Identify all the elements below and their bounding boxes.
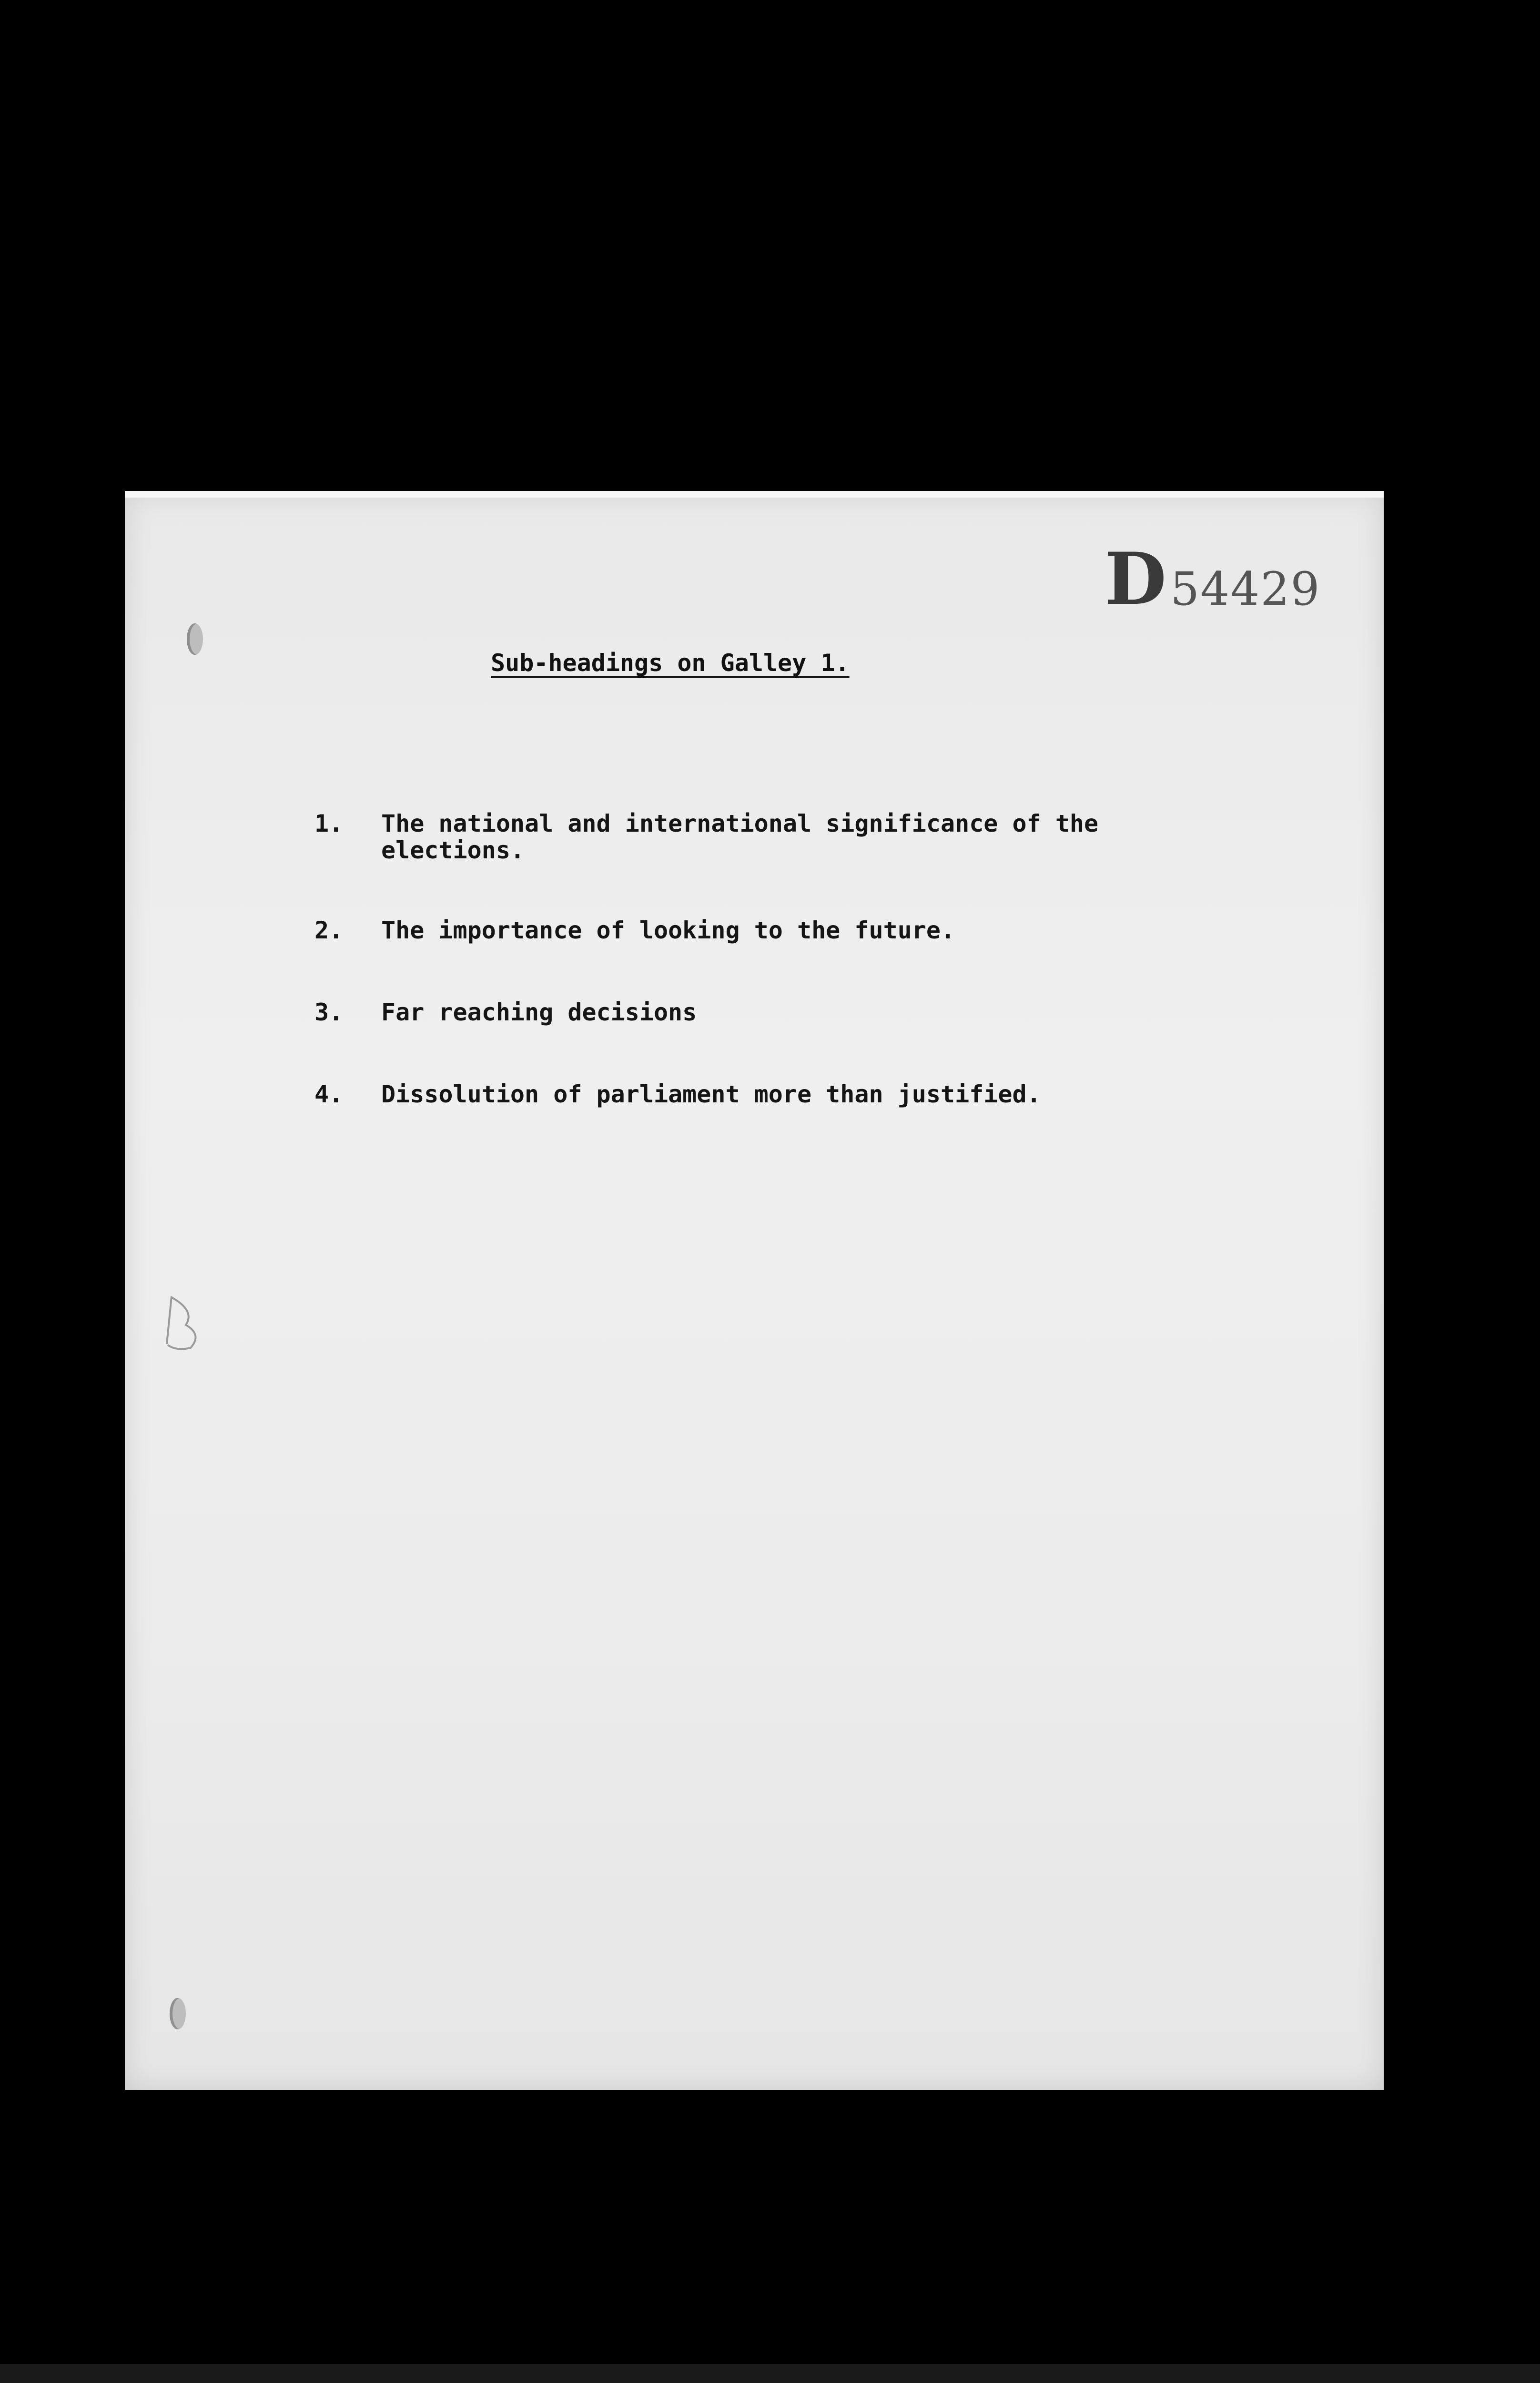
document-page — [125, 491, 1384, 2090]
list-item — [314, 999, 1153, 1026]
punch-hole-top-icon — [187, 623, 203, 655]
item-number: 4. — [314, 1080, 344, 1108]
item-text: The importance of looking to the future. — [381, 917, 955, 944]
pencil-mark-icon — [157, 1292, 210, 1354]
page-title: Sub-headings on Galley 1. — [491, 649, 850, 677]
list-item — [314, 1081, 1153, 1108]
item-number: 3. — [314, 998, 344, 1026]
item-text: Dissolution of parliament more than justified. — [381, 1080, 1041, 1108]
list-item — [314, 917, 1153, 944]
item-text: The national and international significance of the elections. — [381, 810, 1099, 864]
item-number: 1. — [314, 810, 344, 837]
doc-number-prefix: D — [1104, 537, 1167, 621]
scanner-bottom-strip — [0, 2364, 1540, 2383]
doc-number-digits: 54429 — [1170, 562, 1321, 616]
item-number: 2. — [314, 917, 344, 944]
punch-hole-bottom-icon — [170, 1998, 186, 2029]
document-reference-number — [1104, 537, 1321, 621]
list-item — [314, 810, 1153, 864]
paper-top-edge — [125, 491, 1384, 498]
subheading-list — [314, 810, 1153, 1108]
item-text: Far reaching decisions — [381, 998, 697, 1026]
